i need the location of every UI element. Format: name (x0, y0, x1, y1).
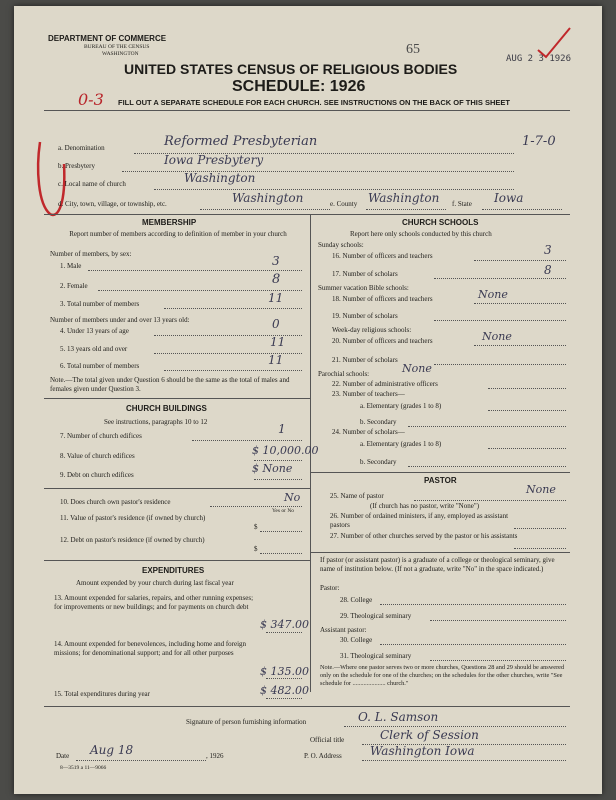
state-label: f. State (452, 200, 472, 208)
date-label: Date (56, 752, 70, 760)
q18-label: 18. Number of officers and teachers (332, 295, 433, 303)
official-title-label: Official title (310, 736, 345, 744)
total-members-2-value: 11 (268, 353, 284, 367)
red-checkmark-icon (534, 24, 574, 60)
q16-value: 3 (544, 243, 552, 257)
membership-note: Note.—The total given under Question 6 should be the same as the total of males and females given under Question 3. (50, 376, 290, 393)
q15-label: 15. Total expenditures during year (54, 690, 150, 698)
members-by-age: Number of members under and over 13 years old: (50, 316, 190, 324)
q25-note: (If church has no pastor, write "None") (370, 502, 480, 510)
expenditures-sub: Amount expended by your church during last fiscal year (76, 579, 234, 587)
pastor-sub-label: Pastor: (320, 584, 340, 592)
census-form-page (14, 6, 602, 794)
form-title: UNITED STATES CENSUS OF RELIGIOUS BODIES (124, 61, 458, 77)
q13-value: $ 347.00 (260, 618, 309, 631)
church-name-label: c. Local name of church (58, 180, 126, 188)
schedule-title: SCHEDULE: 1926 (232, 78, 366, 95)
signature-label: Signature of person furnishing information (186, 718, 307, 726)
buildings-sub: See instructions, paragraphs 10 to 12 (104, 418, 208, 426)
presbytery-value: Iowa Presbytery (164, 153, 264, 167)
print-code: 8—3519 a 11—9066 (60, 765, 107, 771)
q23-label: 23. Number of teachers— (332, 390, 405, 398)
pastor-title: PASTOR (424, 476, 457, 485)
parochial-value: None (402, 362, 432, 375)
under-13-value: 0 (272, 317, 280, 331)
received-date-stamp: AUG 2 3 1926 (506, 54, 572, 64)
residence-label: 10. Does church own pastor's residence (60, 498, 171, 506)
edifices-value: 1 (278, 422, 286, 436)
department-heading: DEPARTMENT OF COMMERCE (48, 34, 167, 43)
denomination-value: Reformed Presbyterian (164, 134, 318, 149)
q16-label: 16. Number of officers and teachers (332, 252, 433, 260)
edifices-label: 7. Number of church edifices (60, 432, 142, 440)
q30-label: 30. College (340, 636, 373, 644)
residence-debt-amount: $ (254, 545, 258, 553)
denomination-label: a. Denomination (58, 144, 105, 152)
bureau-heading: BUREAU OF THE CENSUS (84, 44, 150, 50)
under-13-label: 4. Under 13 years of age (60, 327, 129, 335)
city-value: Washington (232, 191, 304, 205)
q13-label: 13. Amount expended for salaries, repairs, and other running expenses; for improvements or new buildings; and for payments on church debt (54, 594, 254, 611)
schools-intro: Report here only schools conducted by this church (350, 230, 492, 238)
sunday-schools-head: Sunday schools: (318, 241, 364, 249)
q27-label: 27. Number of other churches served by the pastor or his assistants (330, 532, 518, 540)
county-value: Washington (368, 191, 440, 205)
edifice-debt-value: $ None (252, 462, 293, 475)
residence-value: No (284, 491, 301, 504)
pastor-note: Note.—Where one pastor serves two or more churches, Questions 28 and 29 should be answered only on the schedule for one of the churches; on the schedules for the other churches, write "See schedule for ..................... church." (320, 664, 565, 687)
edifice-debt-label: 9. Debt on church edifices (60, 471, 134, 479)
city-heading: WASHINGTON (102, 51, 139, 57)
membership-title: MEMBERSHIP (142, 218, 197, 227)
over-13-label: 5. 13 years old and over (60, 345, 128, 353)
graduate-note: If pastor (or assistant pastor) is a graduate of a college or theological seminary, give name of institution below. (If not a graduate, write "No" in the space indicated.) (320, 556, 555, 573)
q18-value: None (478, 288, 508, 301)
edifice-value-amount: $ 10,000.00 (252, 444, 319, 457)
denomination-code: 1-7-0 (522, 134, 556, 149)
over-13-value: 11 (270, 335, 286, 349)
q20-label: 20. Number of officers and teachers (332, 337, 433, 345)
female-value: 8 (272, 272, 281, 287)
expenditures-title: EXPENDITURES (142, 566, 205, 575)
q24a-label: a. Elementary (grades 1 to 8) (360, 440, 442, 448)
parochial-schools-head: Parochial schools: (318, 370, 370, 378)
signature-value: O. L. Samson (358, 710, 439, 724)
presbytery-label: b. Presbytery (58, 162, 95, 170)
q24b-label: b. Secondary (360, 458, 397, 466)
schools-title: CHURCH SCHOOLS (402, 218, 479, 227)
male-label: 1. Male (60, 262, 82, 270)
q17-label: 17. Number of scholars (332, 270, 398, 278)
weekday-schools-head: Week-day religious schools: (332, 326, 412, 334)
q14-label: 14. Amount expended for benevolences, including home and foreign missions; for denominational support; and for all other purposes (54, 640, 247, 657)
total-members-value: 11 (268, 291, 284, 305)
po-address-value: Washington Iowa (370, 744, 475, 758)
date-value: Aug 18 (90, 743, 134, 757)
q29-label: 29. Theological seminary (340, 612, 412, 620)
q23a-label: a. Elementary (grades 1 to 8) (360, 402, 442, 410)
residence-value-label: 11. Value of pastor's residence (if owned by church) (60, 514, 206, 522)
female-label: 2. Female (60, 282, 88, 290)
q20-value: None (482, 330, 512, 343)
q23b-label: b. Secondary (360, 418, 397, 426)
yes-no-hint: Yes or No (272, 508, 295, 514)
male-value: 3 (272, 254, 280, 268)
official-title-value: Clerk of Session (380, 728, 479, 742)
buildings-title: CHURCH BUILDINGS (126, 404, 207, 413)
q14-value: $ 135.00 (260, 665, 309, 678)
summer-schools-head: Summer vacation Bible schools: (318, 284, 409, 292)
form-number: 65 (406, 42, 420, 57)
q25-value: None (526, 483, 556, 496)
po-address-label: P. O. Address (304, 752, 342, 760)
red-code: 0-3 (78, 90, 104, 109)
edifice-value-label: 8. Value of church edifices (60, 452, 135, 460)
state-value: Iowa (494, 191, 524, 205)
instruction-line: FILL OUT A SEPARATE SCHEDULE FOR EACH CHURCH. SEE INSTRUCTIONS ON THE BACK OF THIS SHEET (118, 98, 510, 107)
total-members-2-label: 6. Total number of members (60, 362, 140, 370)
residence-debt-label: 12. Debt on pastor's residence (if owned by church) (60, 536, 205, 544)
total-members-label: 3. Total number of members (60, 300, 140, 308)
q22-label: 22. Number of administrative officers (332, 380, 438, 388)
date-year: , 1926 (206, 752, 224, 760)
q21-label: 21. Number of scholars (332, 356, 398, 364)
q28-label: 28. College (340, 596, 373, 604)
q25-label: 25. Name of pastor (330, 492, 384, 500)
residence-value-amount: $ (254, 523, 258, 531)
membership-intro: Report number of members according to definition of member in your church (69, 230, 287, 238)
q19-label: 19. Number of scholars (332, 312, 398, 320)
q17-value: 8 (544, 263, 552, 277)
q26-label: 26. Number of ordained ministers, if any, employed as assistant pastors (330, 512, 509, 529)
county-label: e. County (330, 200, 358, 208)
q24-label: 24. Number of scholars— (332, 428, 405, 436)
members-by-sex: Number of members, by sex: (50, 250, 132, 258)
q31-label: 31. Theological seminary (340, 652, 412, 660)
church-name-value: Washington (184, 171, 256, 185)
assistant-sub-label: Assistant pastor: (320, 626, 367, 634)
city-label: d. City, town, village, or township, etc. (58, 200, 167, 208)
q15-value: $ 482.00 (260, 684, 309, 697)
